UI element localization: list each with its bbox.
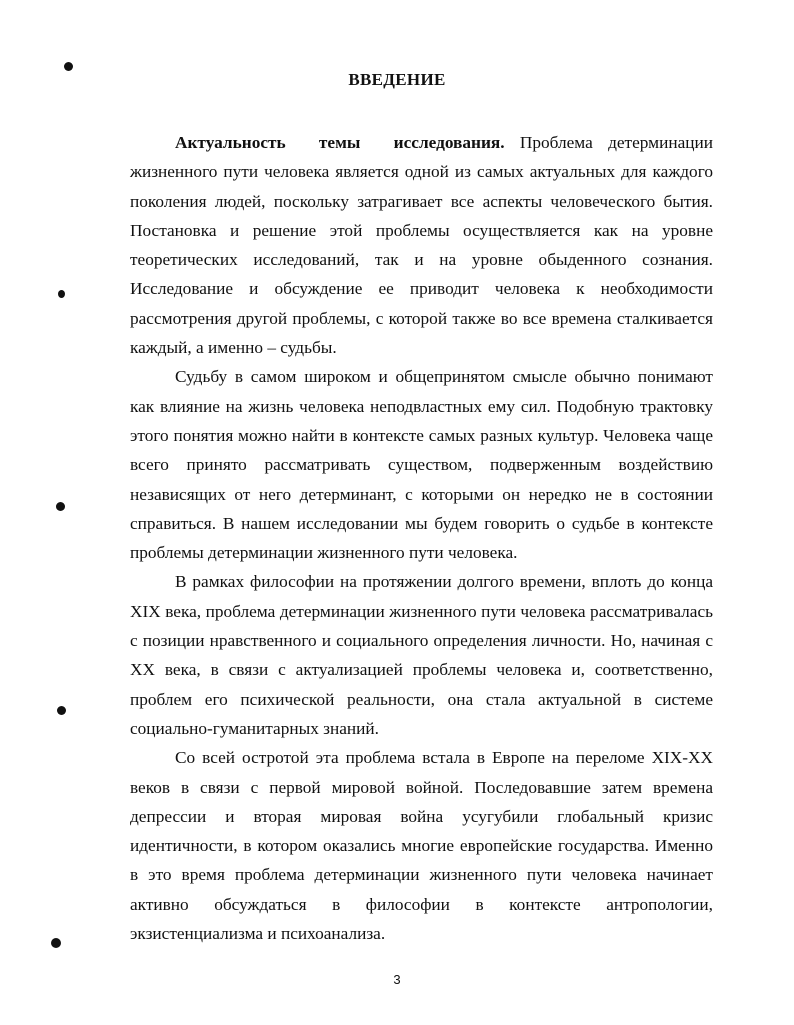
punch-hole-mark <box>51 938 61 948</box>
page-title: ВВЕДЕНИЕ <box>348 70 446 89</box>
punch-hole-mark <box>58 290 65 298</box>
paragraph-text: В рамках философии на протяжении долгого времени, вплоть до конца XIX века, проблема детерминации жизненного пути человека рассматривалась с позиции нравственного и социального определения личности. Но, начиная с XX века, в связи с актуализацией проблемы человека и, соответственно, проблем его психической реальности, она стала актуальной в системе социально-гуманитарных знаний. <box>130 572 713 738</box>
paragraph-philosophy <box>130 567 713 743</box>
paragraph-text: Со всей остротой эта проблема встала в Европе на переломе XIX-XX веков в связи с первой мировой войной. Последовавшие затем времена депрессии и вторая мировая война усугубили глобальный кризис идентичности, в котором оказались многие европейские государства. Именно в это время проблема детерминации жизненного пути человека начинает активно обсуждаться в философии в контексте антропологии, экзистенциализма и психоанализа. <box>130 748 713 944</box>
paragraph-europe <box>130 743 713 948</box>
paragraph-relevance <box>130 128 713 362</box>
body-text <box>130 128 713 948</box>
page-number: 3 <box>393 972 401 987</box>
paragraph-fate <box>130 362 713 567</box>
paragraph-text: Проблема детерминации жизненного пути человека является одной из самых актуальных для каждого поколения людей, поскольку затрагивает все аспекты человеческого бытия. Постановка и решение этой проблемы осуществляется как на уровне теоретических исследований, так и на уровне обыденного сознания. Исследование и обсуждение ее приводит человека к необходимости рассмотрения другой проблемы, с которой также во все времена сталкивается каждый, а именно – судьбы. <box>130 133 713 358</box>
paragraph-text: Судьбу в самом широком и общепринятом смысле обычно понимают как влияние на жизнь человека неподвластных ему сил. Подобную трактовку этого понятия можно найти в контексте самых разных культур. Человека чаще всего принято рассматривать существом, подверженным воздействию независящих от него детерминант, с которыми он нередко не в состоянии справиться. В нашем исследовании мы будем говорить о судьбе в контексте проблемы детерминации жизненного пути человека. <box>130 367 713 563</box>
punch-hole-mark <box>56 502 65 511</box>
punch-hole-mark <box>57 706 66 715</box>
paragraph-lead: Актуальность темы исследования. <box>175 133 505 152</box>
